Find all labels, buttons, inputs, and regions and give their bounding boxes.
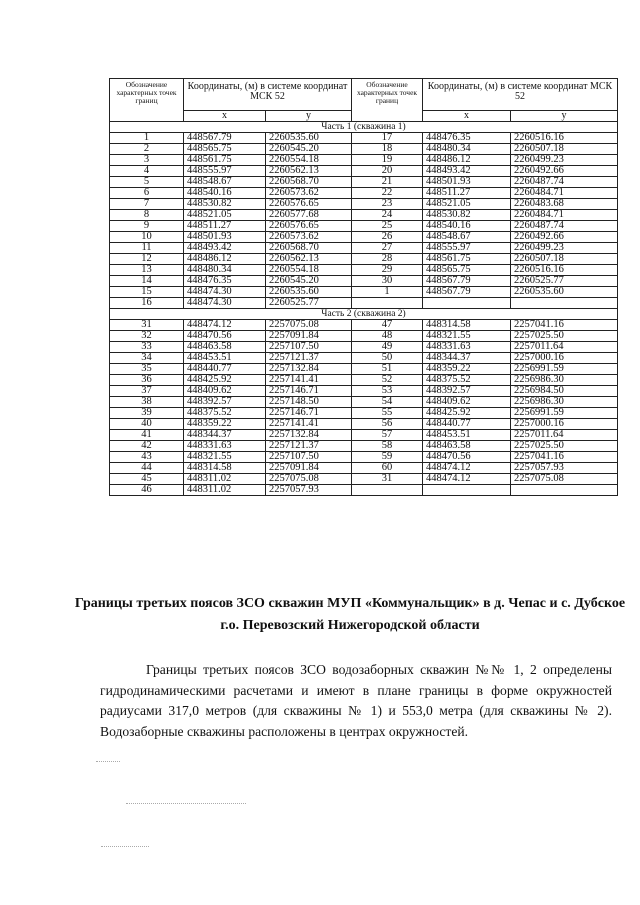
cell-x-right: 448521.05 (423, 199, 511, 210)
cell-point-right: 53 (352, 386, 423, 397)
cell-y-right: 2260483.68 (511, 199, 618, 210)
cell-point-right: 1 (352, 287, 423, 298)
cell-y-left: 2257132.84 (266, 364, 352, 375)
table-row (110, 166, 618, 177)
cell-point-right: 51 (352, 364, 423, 375)
cell-point-right: 30 (352, 276, 423, 287)
cell-y-right: 2260516.16 (511, 265, 618, 276)
cell-y-right: 2256986.30 (511, 375, 618, 386)
cell-y-right: 2260499.23 (511, 155, 618, 166)
header-y-right: у (511, 111, 618, 122)
cell-x-right: 448555.97 (423, 243, 511, 254)
cell-x-right: 448344.37 (423, 353, 511, 364)
cell-y-left: 2257107.50 (266, 452, 352, 463)
cell-x-left: 448501.93 (184, 232, 266, 243)
table-row (110, 199, 618, 210)
cell-y-left: 2257121.37 (266, 441, 352, 452)
cell-point-right: 57 (352, 430, 423, 441)
cell-point-left: 31 (110, 320, 184, 331)
cell-point-left: 4 (110, 166, 184, 177)
cell-y-right: 2260507.18 (511, 144, 618, 155)
header-y-left: у (266, 111, 352, 122)
cell-y-right: 2256991.59 (511, 408, 618, 419)
table-row (110, 331, 618, 342)
cell-x-right: 448567.79 (423, 276, 511, 287)
cell-point-right: 58 (352, 441, 423, 452)
cell-point-left: 15 (110, 287, 184, 298)
cell-y-left: 2260568.70 (266, 177, 352, 188)
table-row (110, 386, 618, 397)
cell-y-left: 2260554.18 (266, 155, 352, 166)
cell-x-right: 448453.51 (423, 430, 511, 441)
cell-x-right: 448331.63 (423, 342, 511, 353)
cell-y-right: 2257041.16 (511, 320, 618, 331)
cell-point-right: 27 (352, 243, 423, 254)
cell-y-left: 2260576.65 (266, 221, 352, 232)
cell-x-left: 448474.12 (184, 320, 266, 331)
cell-y-right: 2260492.66 (511, 232, 618, 243)
cell-point-right: 17 (352, 133, 423, 144)
cell-x-left: 448480.34 (184, 265, 266, 276)
cell-x-right: 448463.58 (423, 441, 511, 452)
table-row (110, 254, 618, 265)
table-row (110, 375, 618, 386)
cell-x-left: 448453.51 (184, 353, 266, 364)
table-row (110, 287, 618, 298)
table-row (110, 210, 618, 221)
body-paragraph: Границы третьих поясов ЗСО водозаборных скважин №№ 1, 2 определены гидродинамическими расчетами и имеют в плане границы в форме окружностей радиусами 317,0 метров (для скважины № 1) и 553,0 метра (для скважины № 2). Водозаборные скважины расположены в центрах окружностей. (100, 662, 612, 739)
cell-y-right: 2260484.71 (511, 210, 618, 221)
cell-y-left: 2260573.62 (266, 188, 352, 199)
cell-y-right: 2260535.60 (511, 287, 618, 298)
cell-x-right (423, 485, 511, 496)
cell-x-right: 448474.12 (423, 463, 511, 474)
cell-y-left: 2257107.50 (266, 342, 352, 353)
cell-x-left: 448359.22 (184, 419, 266, 430)
table-row (110, 419, 618, 430)
cell-point-left: 46 (110, 485, 184, 496)
table-row (110, 298, 618, 309)
cell-point-left: 13 (110, 265, 184, 276)
cell-y-left: 2260568.70 (266, 243, 352, 254)
cell-y-left: 2257146.71 (266, 386, 352, 397)
cell-x-left: 448311.02 (184, 474, 266, 485)
faint-mark (126, 803, 246, 805)
table-row (110, 463, 618, 474)
cell-x-right: 448480.34 (423, 144, 511, 155)
cell-point-left: 43 (110, 452, 184, 463)
cell-y-right: 2260492.66 (511, 166, 618, 177)
cell-y-right: 2260487.74 (511, 177, 618, 188)
cell-point-right (352, 485, 423, 496)
cell-y-right: 2257000.16 (511, 353, 618, 364)
cell-point-right: 31 (352, 474, 423, 485)
cell-x-right: 448540.16 (423, 221, 511, 232)
cell-point-right: 26 (352, 232, 423, 243)
cell-y-left: 2257075.08 (266, 320, 352, 331)
cell-point-right: 25 (352, 221, 423, 232)
cell-point-right: 52 (352, 375, 423, 386)
section-heading: Границы третьих поясов ЗСО скважин МУП «Коммунальщик» в д. Чепас и с. Дубское г.о. Перевозский Нижегородской области (74, 596, 626, 633)
cell-x-right: 448501.93 (423, 177, 511, 188)
cell-point-right: 24 (352, 210, 423, 221)
cell-x-left: 448463.58 (184, 342, 266, 353)
cell-x-left: 448493.42 (184, 243, 266, 254)
cell-point-right (352, 298, 423, 309)
cell-point-right: 19 (352, 155, 423, 166)
cell-point-left: 36 (110, 375, 184, 386)
header-point-label-left: Обозначение характерных точек границ (110, 79, 184, 122)
cell-point-right: 55 (352, 408, 423, 419)
cell-y-left: 2260545.20 (266, 276, 352, 287)
cell-x-left: 448561.75 (184, 155, 266, 166)
cell-y-right: 2257075.08 (511, 474, 618, 485)
table-row (110, 265, 618, 276)
cell-y-left: 2257148.50 (266, 397, 352, 408)
cell-x-left: 448331.63 (184, 441, 266, 452)
table-row (110, 155, 618, 166)
cell-y-right: 2260499.23 (511, 243, 618, 254)
table-row (110, 397, 618, 408)
cell-x-left: 448565.75 (184, 144, 266, 155)
cell-y-right (511, 298, 618, 309)
cell-y-left: 2257141.41 (266, 375, 352, 386)
cell-x-right: 448375.52 (423, 375, 511, 386)
cell-y-left: 2260573.62 (266, 232, 352, 243)
cell-x-left: 448548.67 (184, 177, 266, 188)
cell-x-left: 448511.27 (184, 221, 266, 232)
cell-x-left: 448486.12 (184, 254, 266, 265)
cell-y-right: 2256984.50 (511, 386, 618, 397)
cell-y-right: 2260487.74 (511, 221, 618, 232)
cell-x-right: 448392.57 (423, 386, 511, 397)
cell-x-right: 448314.58 (423, 320, 511, 331)
table-row (110, 320, 618, 331)
cell-x-left: 448321.55 (184, 452, 266, 463)
coordinates-table (109, 78, 618, 496)
cell-point-left: 16 (110, 298, 184, 309)
cell-x-right: 448486.12 (423, 155, 511, 166)
cell-y-right: 2257025.50 (511, 331, 618, 342)
cell-y-right: 2260525.77 (511, 276, 618, 287)
table-row (110, 364, 618, 375)
cell-point-left: 8 (110, 210, 184, 221)
cell-point-left: 44 (110, 463, 184, 474)
cell-point-left: 42 (110, 441, 184, 452)
cell-x-right: 448565.75 (423, 265, 511, 276)
cell-x-left: 448344.37 (184, 430, 266, 441)
cell-point-right: 48 (352, 331, 423, 342)
cell-y-left: 2257091.84 (266, 331, 352, 342)
table-row (110, 430, 618, 441)
cell-y-left: 2260535.60 (266, 133, 352, 144)
cell-x-right: 448474.12 (423, 474, 511, 485)
cell-x-right: 448476.35 (423, 133, 511, 144)
cell-x-left: 448540.16 (184, 188, 266, 199)
cell-point-left: 6 (110, 188, 184, 199)
cell-y-right: 2257011.64 (511, 342, 618, 353)
cell-point-left: 1 (110, 133, 184, 144)
header-x-left: x (184, 111, 266, 122)
header-coords-right: Координаты, (м) в системе координат МСК 52 (423, 79, 618, 111)
cell-x-left: 448440.77 (184, 364, 266, 375)
table-row (110, 144, 618, 155)
cell-point-right: 21 (352, 177, 423, 188)
table-row (110, 276, 618, 287)
cell-x-right: 448561.75 (423, 254, 511, 265)
faint-mark (101, 846, 149, 848)
table-row (110, 177, 618, 188)
cell-point-left: 33 (110, 342, 184, 353)
cell-point-right: 20 (352, 166, 423, 177)
header-point-label-right: Обозначение характерных точек границ (352, 79, 423, 122)
cell-point-right: 29 (352, 265, 423, 276)
cell-point-right: 59 (352, 452, 423, 463)
cell-x-right: 448359.22 (423, 364, 511, 375)
cell-x-left: 448521.05 (184, 210, 266, 221)
cell-point-left: 3 (110, 155, 184, 166)
table-row (110, 441, 618, 452)
cell-y-left: 2260535.60 (266, 287, 352, 298)
cell-y-left: 2260562.13 (266, 254, 352, 265)
cell-x-right: 448530.82 (423, 210, 511, 221)
cell-point-right: 60 (352, 463, 423, 474)
cell-point-left: 34 (110, 353, 184, 364)
cell-y-left: 2257132.84 (266, 430, 352, 441)
cell-y-right: 2257057.93 (511, 463, 618, 474)
table-row (110, 133, 618, 144)
section-title-part-2: Часть 2 (скважина 2) (110, 309, 618, 320)
cell-x-right: 448440.77 (423, 419, 511, 430)
cell-point-left: 32 (110, 331, 184, 342)
cell-y-left: 2257057.93 (266, 485, 352, 496)
cell-y-right: 2257000.16 (511, 419, 618, 430)
cell-y-right: 2256991.59 (511, 364, 618, 375)
cell-y-right: 2260507.18 (511, 254, 618, 265)
cell-point-left: 9 (110, 221, 184, 232)
cell-x-left: 448409.62 (184, 386, 266, 397)
cell-y-left: 2260577.68 (266, 210, 352, 221)
cell-x-left: 448530.82 (184, 199, 266, 210)
table-row (110, 485, 618, 496)
cell-y-left: 2257091.84 (266, 463, 352, 474)
cell-x-left: 448375.52 (184, 408, 266, 419)
cell-point-left: 41 (110, 430, 184, 441)
cell-point-right: 49 (352, 342, 423, 353)
cell-point-left: 14 (110, 276, 184, 287)
table-row (110, 408, 618, 419)
cell-point-right: 22 (352, 188, 423, 199)
cell-point-left: 39 (110, 408, 184, 419)
cell-x-left: 448555.97 (184, 166, 266, 177)
cell-x-left: 448314.58 (184, 463, 266, 474)
cell-y-left: 2260545.20 (266, 144, 352, 155)
section-title-part-1: Часть 1 (скважина 1) (110, 122, 618, 133)
cell-point-right: 54 (352, 397, 423, 408)
cell-point-right: 28 (352, 254, 423, 265)
cell-point-right: 47 (352, 320, 423, 331)
cell-point-left: 40 (110, 419, 184, 430)
header-coords-left: Координаты, (м) в системе координат МСК 52 (184, 79, 352, 111)
cell-point-left: 12 (110, 254, 184, 265)
cell-x-left: 448474.30 (184, 287, 266, 298)
cell-point-left: 37 (110, 386, 184, 397)
cell-x-right: 448511.27 (423, 188, 511, 199)
cell-x-left: 448476.35 (184, 276, 266, 287)
cell-y-left: 2260562.13 (266, 166, 352, 177)
cell-y-right: 2256986.30 (511, 397, 618, 408)
cell-x-left: 448470.56 (184, 331, 266, 342)
cell-x-left: 448392.57 (184, 397, 266, 408)
faint-mark (96, 761, 120, 763)
cell-x-right: 448321.55 (423, 331, 511, 342)
cell-y-right (511, 485, 618, 496)
cell-x-right (423, 298, 511, 309)
table-row (110, 353, 618, 364)
cell-point-left: 35 (110, 364, 184, 375)
cell-point-right: 56 (352, 419, 423, 430)
table-row (110, 232, 618, 243)
cell-point-left: 7 (110, 199, 184, 210)
cell-x-left: 448474.30 (184, 298, 266, 309)
cell-point-left: 2 (110, 144, 184, 155)
cell-x-right: 448425.92 (423, 408, 511, 419)
cell-y-left: 2260525.77 (266, 298, 352, 309)
cell-x-left: 448425.92 (184, 375, 266, 386)
cell-y-left: 2260554.18 (266, 265, 352, 276)
cell-point-left: 10 (110, 232, 184, 243)
table-row (110, 221, 618, 232)
table-row (110, 243, 618, 254)
cell-x-right: 448493.42 (423, 166, 511, 177)
header-x-right: х (423, 111, 511, 122)
cell-x-left: 448567.79 (184, 133, 266, 144)
cell-point-right: 23 (352, 199, 423, 210)
table-row (110, 342, 618, 353)
cell-point-right: 50 (352, 353, 423, 364)
cell-y-left: 2257121.37 (266, 353, 352, 364)
cell-point-left: 45 (110, 474, 184, 485)
cell-y-right: 2257011.64 (511, 430, 618, 441)
cell-x-right: 448470.56 (423, 452, 511, 463)
cell-point-left: 38 (110, 397, 184, 408)
cell-y-left: 2257146.71 (266, 408, 352, 419)
cell-y-right: 2257041.16 (511, 452, 618, 463)
cell-x-right: 448567.79 (423, 287, 511, 298)
cell-x-right: 448548.67 (423, 232, 511, 243)
table-row (110, 474, 618, 485)
cell-point-left: 5 (110, 177, 184, 188)
table-row (110, 452, 618, 463)
cell-y-left: 2257141.41 (266, 419, 352, 430)
cell-y-right: 2257025.50 (511, 441, 618, 452)
cell-x-left: 448311.02 (184, 485, 266, 496)
cell-y-left: 2260576.65 (266, 199, 352, 210)
cell-x-right: 448409.62 (423, 397, 511, 408)
cell-point-right: 18 (352, 144, 423, 155)
cell-point-left: 11 (110, 243, 184, 254)
cell-y-left: 2257075.08 (266, 474, 352, 485)
cell-y-right: 2260484.71 (511, 188, 618, 199)
table-row (110, 188, 618, 199)
cell-y-right: 2260516.16 (511, 133, 618, 144)
